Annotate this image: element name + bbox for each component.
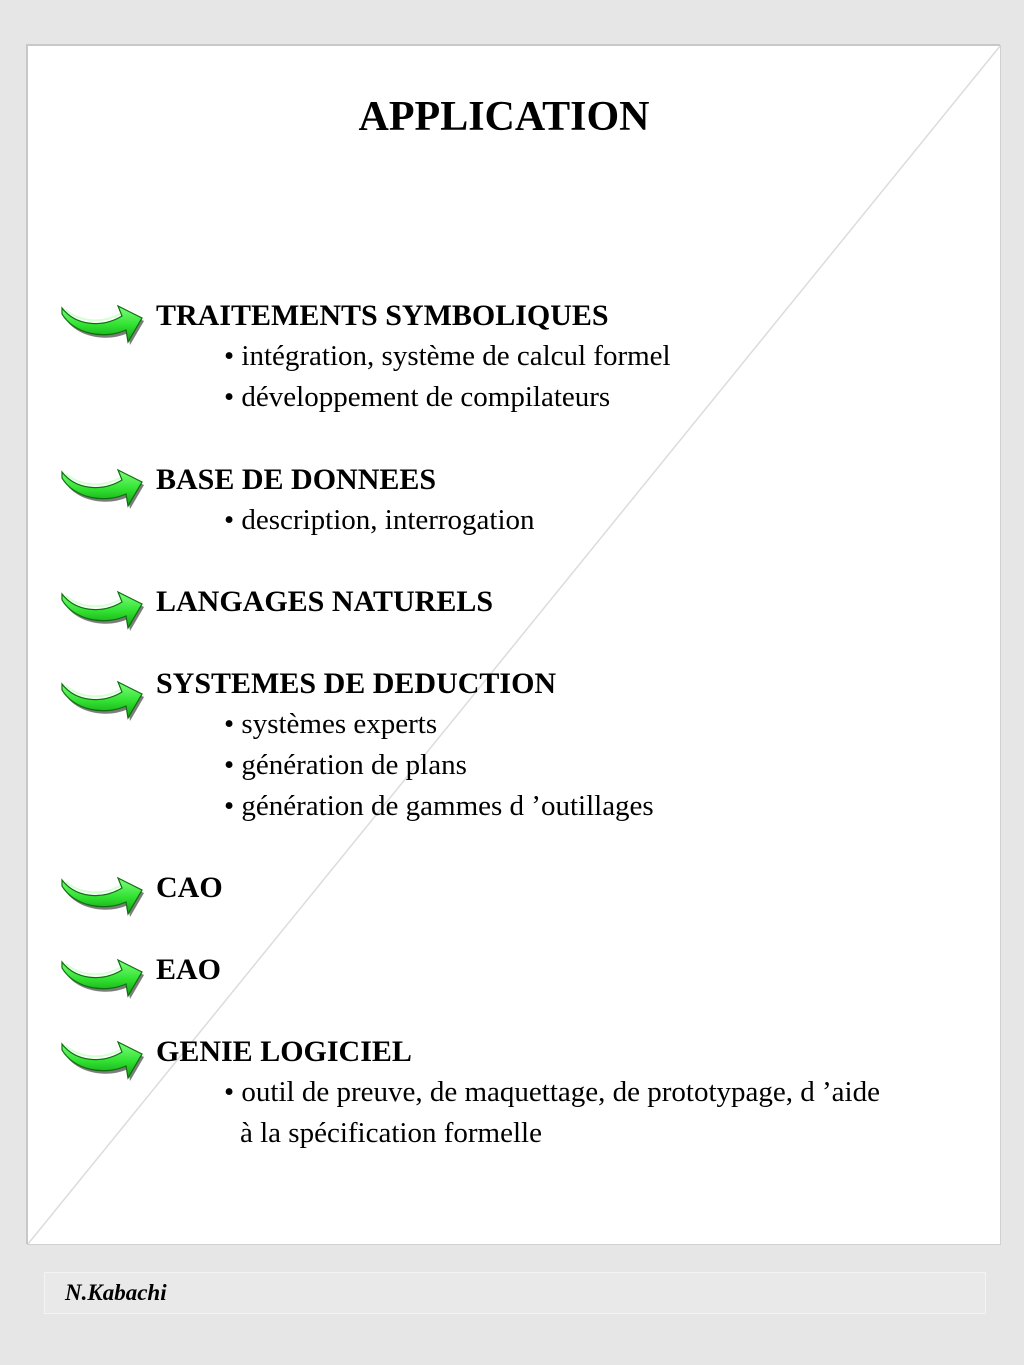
section-item: • génération de gammes d ’outillages (224, 790, 654, 822)
footer-author: N.Kabachi (65, 1280, 167, 1305)
section-heading: TRAITEMENTS SYMBOLIQUES (156, 299, 609, 332)
footer-bar (44, 1272, 986, 1314)
curved-green-arrow-icon (58, 456, 144, 510)
curved-green-arrow-icon (58, 864, 144, 918)
section-item-continuation: à la spécification formelle (240, 1117, 542, 1149)
curved-green-arrow-icon (58, 1028, 144, 1082)
curved-green-arrow-icon (58, 578, 144, 632)
slide-title: APPLICATION (358, 94, 650, 140)
section-item: • outil de preuve, de maquettage, de prototypage, d ’aide (224, 1076, 880, 1108)
section-heading: EAO (156, 953, 222, 986)
curved-green-arrow-icon (58, 668, 144, 722)
section-item: • génération de plans (224, 749, 467, 781)
section-item: • intégration, système de calcul formel (224, 340, 671, 372)
section-item: • systèmes experts (224, 708, 438, 740)
section-item: • description, interrogation (224, 504, 535, 536)
section-heading: CAO (156, 871, 223, 904)
section-heading: GENIE LOGICIEL (156, 1035, 412, 1068)
section-item: • développement de compilateurs (224, 381, 611, 413)
section-heading: BASE DE DONNEES (156, 463, 437, 496)
slide (26, 44, 1000, 1244)
section-heading: LANGAGES NATURELS (156, 585, 494, 618)
section-heading: SYSTEMES DE DEDUCTION (156, 667, 557, 700)
curved-green-arrow-icon (58, 292, 144, 346)
curved-green-arrow-icon (58, 946, 144, 1000)
